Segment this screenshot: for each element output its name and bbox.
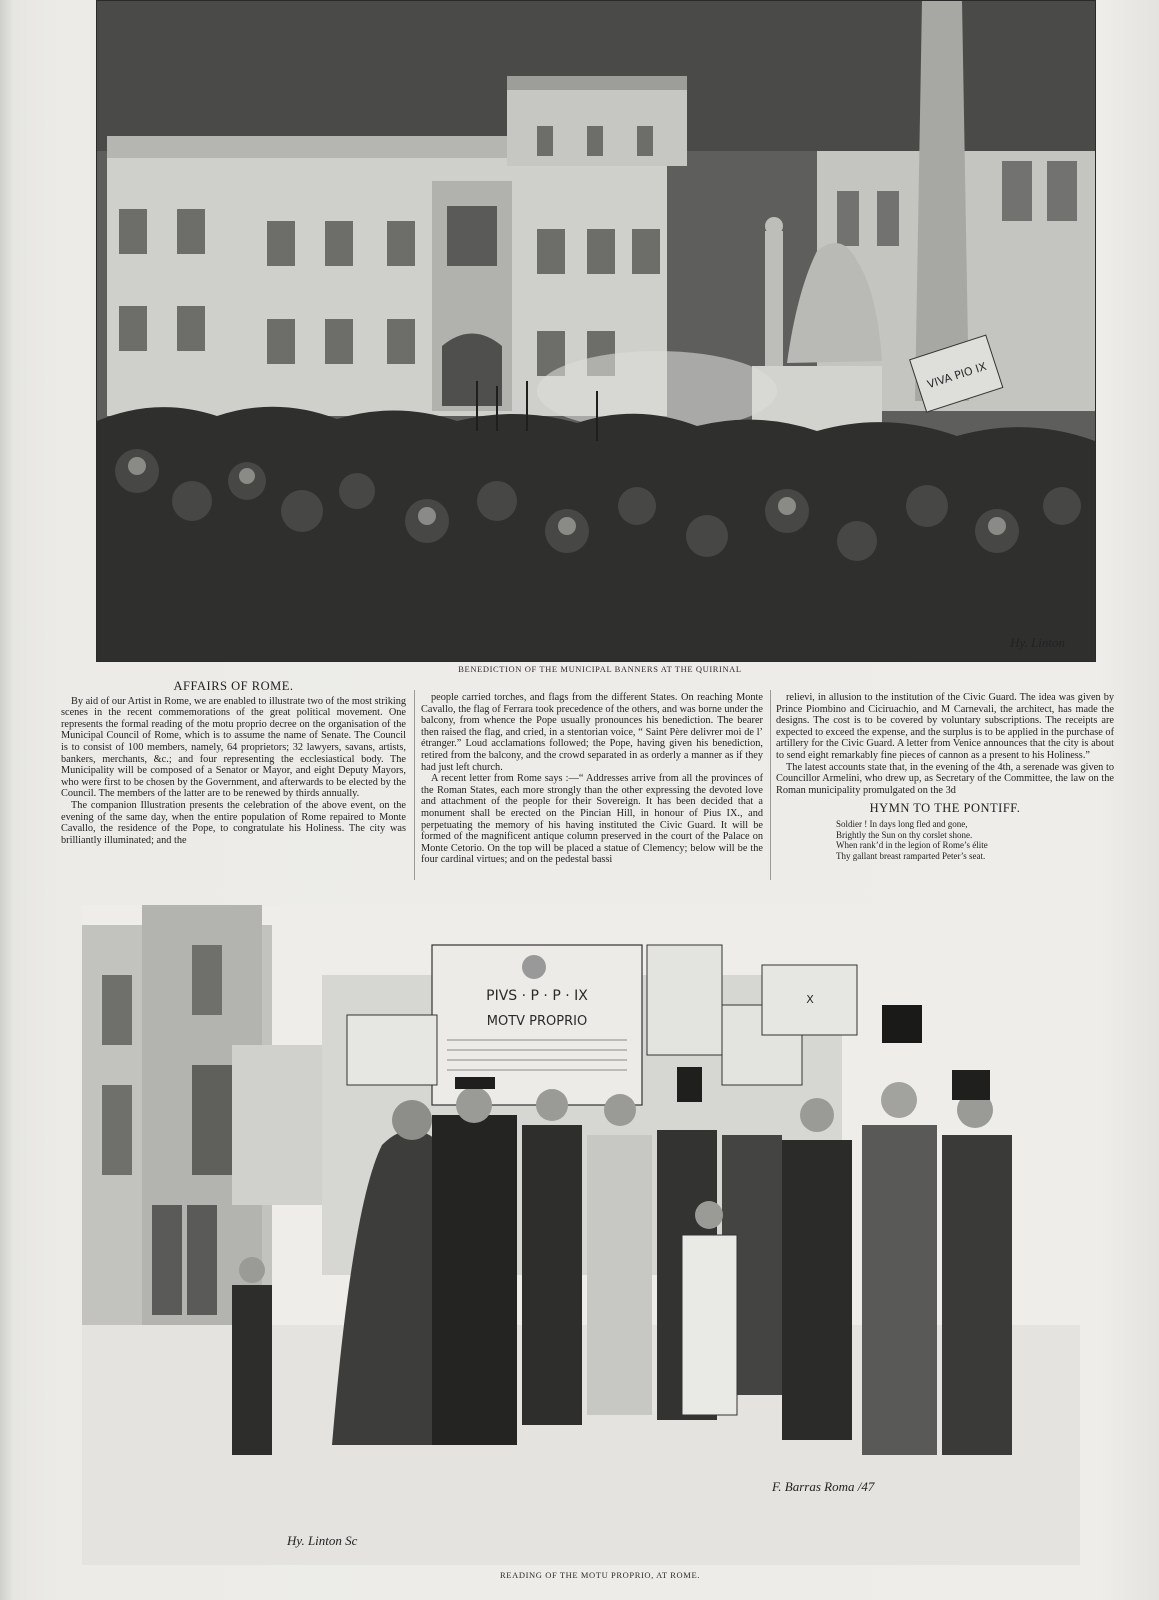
top-hat-icon: [882, 1005, 922, 1043]
left-placard: [347, 1015, 437, 1085]
svg-text:PIVS · P · P · IX: PIVS · P · P · IX: [486, 988, 588, 1004]
motu-proprio-street-scene: [82, 905, 1080, 1565]
top-caption: BENEDICTION OF THE MUNICIPAL BANNERS AT THE QUIRINAL: [458, 664, 742, 674]
crowd: [97, 407, 1095, 661]
svg-text:VIVA PIO IX: VIVA PIO IX: [925, 359, 989, 392]
article-paragraph: people carried torches, and flags from the different States. On reaching Monte Cavallo, the flag of Ferrara took precedence of the others, and was borne under the balcony, from whence the Pope usually pronounces his benediction. The bearer then raised the flag, and cried, in a stentorian voice, “ Saint Père delivrer moi de l’ étranger.” Loud acclamations followed; the Pope, having given his benediction, retired from the balcony, and the crowd separated in as orderly a manner as if they had just left church.: [421, 692, 763, 773]
bottom-engraver-signature: Hy. Linton Sc: [287, 1533, 358, 1548]
obelisk: [915, 1, 969, 401]
column-rule: [414, 690, 415, 880]
svg-text:X: X: [806, 993, 814, 1006]
boy-with-sword: [232, 1285, 272, 1455]
cheering-man: [862, 1125, 937, 1455]
poem-line: Soldier ! In days long fled and gone,: [836, 818, 968, 829]
article-paragraph: A recent letter from Rome says :—“ Addresses arrive from all the provinces of the Roman States, each more strongly than the other expressing the devoted love and attachment of the people for their Sovereign. It has been decided that a monument shall be erected on the Pincian Hill, in honour of Pius IX., and perpetuating the memory of his having instituted the Civic Guard. It will be formed of the magnificent antique column preserved in the court of the Palace on Monte Cetorio. On the top will be placed a statue of Clemency; below will be the four cardinal virtues; and on the pedestal bassi: [421, 773, 763, 866]
distant-building: [232, 1045, 332, 1205]
article-paragraph: relievi, in allusion to the institution of the Civic Guard. The idea was given by Prince Piombino and Ciciruachio, and M Carnevali, the architect, has made the designs. The cost is to be covered by voluntary subscriptions. The receipts are expected to exceed the expense, and the surplus is to be applied in the purchase of artillery for the Civic Guard. A letter from Venice announces that the city is about to send eight remarkably fine pieces of cannon as a present to his Holiness.”: [776, 692, 1114, 761]
article-column-1: [61, 681, 406, 846]
bottom-caption: READING OF THE MOTU PROPRIO, AT ROME.: [500, 1570, 700, 1580]
top-illustration: [96, 0, 1096, 662]
bottom-artist-signature: F. Barras Roma /47: [772, 1479, 875, 1494]
article-paragraph: By aid of our Artist in Rome, we are enabled to illustrate two of the most striking scenes in the recent commemorations of the great political movement. One represents the formal reading of the motu proprio decree on the organisation of the Municipal Council of Rome, which is to assume the name of Senate. The Council is to consist of 100 members, namely, 64 proprietors; 32 lawyers, savans, artists, bankers, merchants, &c.; and four representing the ecclesiastical body. The Municipality will be composed of a Senator or Mayor, and eight Deputy Mayors, who were first to be chosen by the Government, and afterwards to be elected by the Council. The members of the latter are to be renewed by thirds annually.: [61, 695, 406, 800]
article-heading: AFFAIRS OF ROME.: [173, 679, 294, 693]
column-rule: [770, 690, 771, 880]
bottom-illustration: [82, 905, 1080, 1565]
poem-line: Brightly the Sun on thy corslet shone.: [836, 829, 973, 840]
article-column-2: [421, 692, 763, 866]
svg-text:MOTV PROPRIO: MOTV PROPRIO: [486, 1014, 588, 1029]
center-right-placard: [647, 945, 722, 1055]
article-paragraph: The companion Illustration presents the celebration of the above event, on the evening of the same day, when the entire population of Rome repaired to Monte Cavallo, the residence of the Pope, to congratulate his Holiness. The city was brilliantly illuminated; and the: [61, 799, 406, 846]
poem-line: Thy gallant breast ramparted Peter’s seat.: [836, 850, 986, 861]
papal-arms-icon: [522, 955, 546, 979]
quirinal-night-scene: [97, 1, 1095, 661]
poem-line: When rank’d in the legion of Rome’s élite: [836, 840, 988, 851]
top-engraver-signature: Hy. Linton: [1010, 635, 1065, 650]
hymn-poem: [776, 819, 1114, 861]
dioscuri-statue: [765, 231, 783, 366]
article-column-3: [776, 692, 1114, 861]
hymn-heading: HYMN TO THE PONTIFF.: [869, 801, 1021, 816]
article-paragraph: The latest accounts state that, in the evening of the 4th, a serenade was given to Councillor Armelini, who drew up, as Secretary of the Committee, the law on the Roman municipality promulgated on the 3d: [776, 761, 1114, 796]
